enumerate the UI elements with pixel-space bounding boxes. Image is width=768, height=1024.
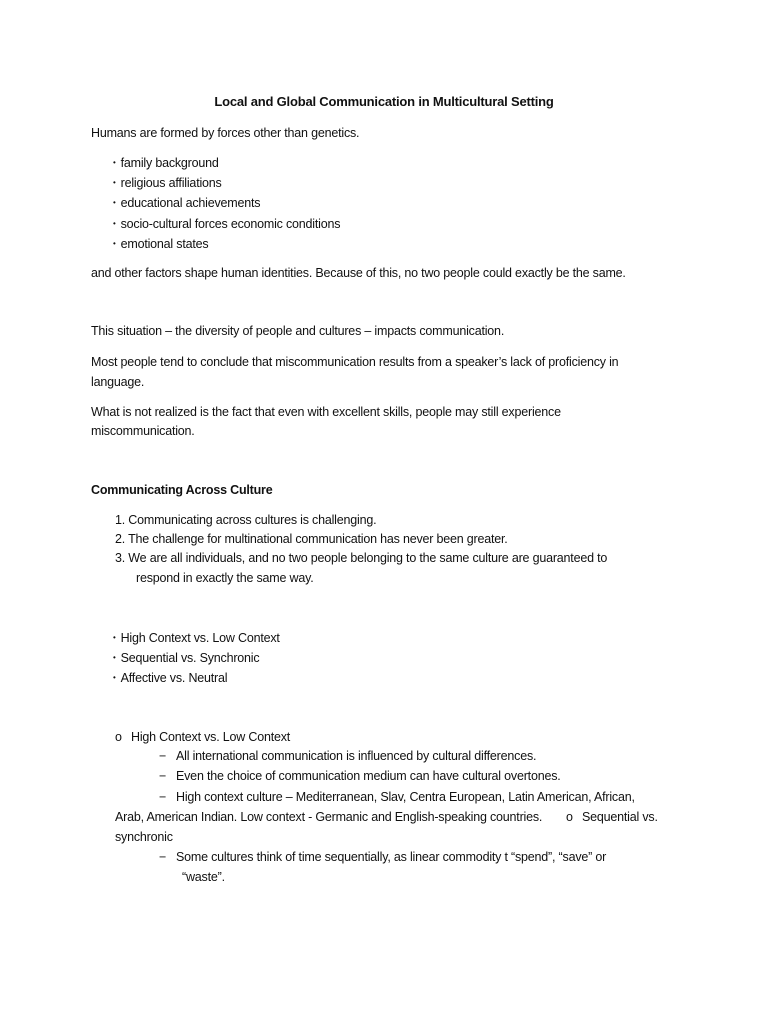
factor-item: • socio-cultural forces economic conditions — [113, 218, 340, 231]
dash-item-continuation: “waste”. — [182, 870, 225, 884]
factor-item: • emotional states — [113, 238, 208, 251]
identity-paragraph: and other factors shape human identities. Because of this, no two people could exactly be the same. — [91, 266, 626, 280]
intro-paragraph: Humans are formed by forces other than genetics. — [91, 126, 360, 140]
document-title: Local and Global Communication in Multicultural Setting — [214, 94, 554, 109]
dimension-item: • High Context vs. Low Context — [113, 632, 280, 645]
dash-marker: − — [159, 850, 167, 864]
circle-bullet-marker: o — [566, 810, 573, 824]
dash-marker: − — [159, 769, 167, 783]
dimension-item: • Sequential vs. Synchronic — [113, 652, 259, 665]
dash-marker: − — [159, 749, 167, 763]
numbered-item: 2. The challenge for multinational communication has never been greater. — [115, 532, 508, 546]
realized-paragraph-line: miscommunication. — [91, 424, 195, 438]
miscommunication-paragraph-line: Most people tend to conclude that miscommunication results from a speaker’s lack of proficiency in — [91, 355, 619, 369]
factor-item: • educational achievements — [113, 197, 260, 210]
factor-item: • family background — [113, 157, 219, 170]
dash-item: Some cultures think of time sequentially, as linear commodity t “spend”, “save” or — [176, 850, 607, 864]
section-heading: Communicating Across Culture — [91, 483, 273, 497]
numbered-item: 1. Communicating across cultures is challenging. — [115, 513, 377, 527]
dash-item: All international communication is influenced by cultural differences. — [176, 749, 537, 763]
sub-heading: High Context vs. Low Context — [131, 730, 291, 744]
realized-paragraph-line: What is not realized is the fact that even with excellent skills, people may still experience — [91, 405, 561, 419]
miscommunication-paragraph-line: language. — [91, 375, 145, 389]
numbered-item-continuation: respond in exactly the same way. — [136, 571, 314, 585]
circle-bullet-marker: o — [115, 730, 122, 744]
dash-item: Even the choice of communication medium can have cultural overtones. — [176, 769, 561, 783]
dash-item: High context culture – Mediterranean, Slav, Centra European, Latin American, African, — [176, 790, 635, 804]
wrapped-line: synchronic — [115, 830, 173, 844]
wrapped-line: Arab, American Indian. Low context - Germanic and English-speaking countries. — [115, 810, 543, 824]
dimension-item: • Affective vs. Neutral — [113, 672, 227, 685]
factor-item: • religious affiliations — [113, 177, 222, 190]
numbered-item: 3. We are all individuals, and no two people belonging to the same culture are guaranteed to — [115, 551, 608, 565]
dash-marker: − — [159, 790, 167, 804]
diversity-paragraph: This situation – the diversity of people and cultures – impacts communication. — [91, 324, 505, 338]
sub-heading-inline: Sequential vs. — [582, 810, 658, 824]
